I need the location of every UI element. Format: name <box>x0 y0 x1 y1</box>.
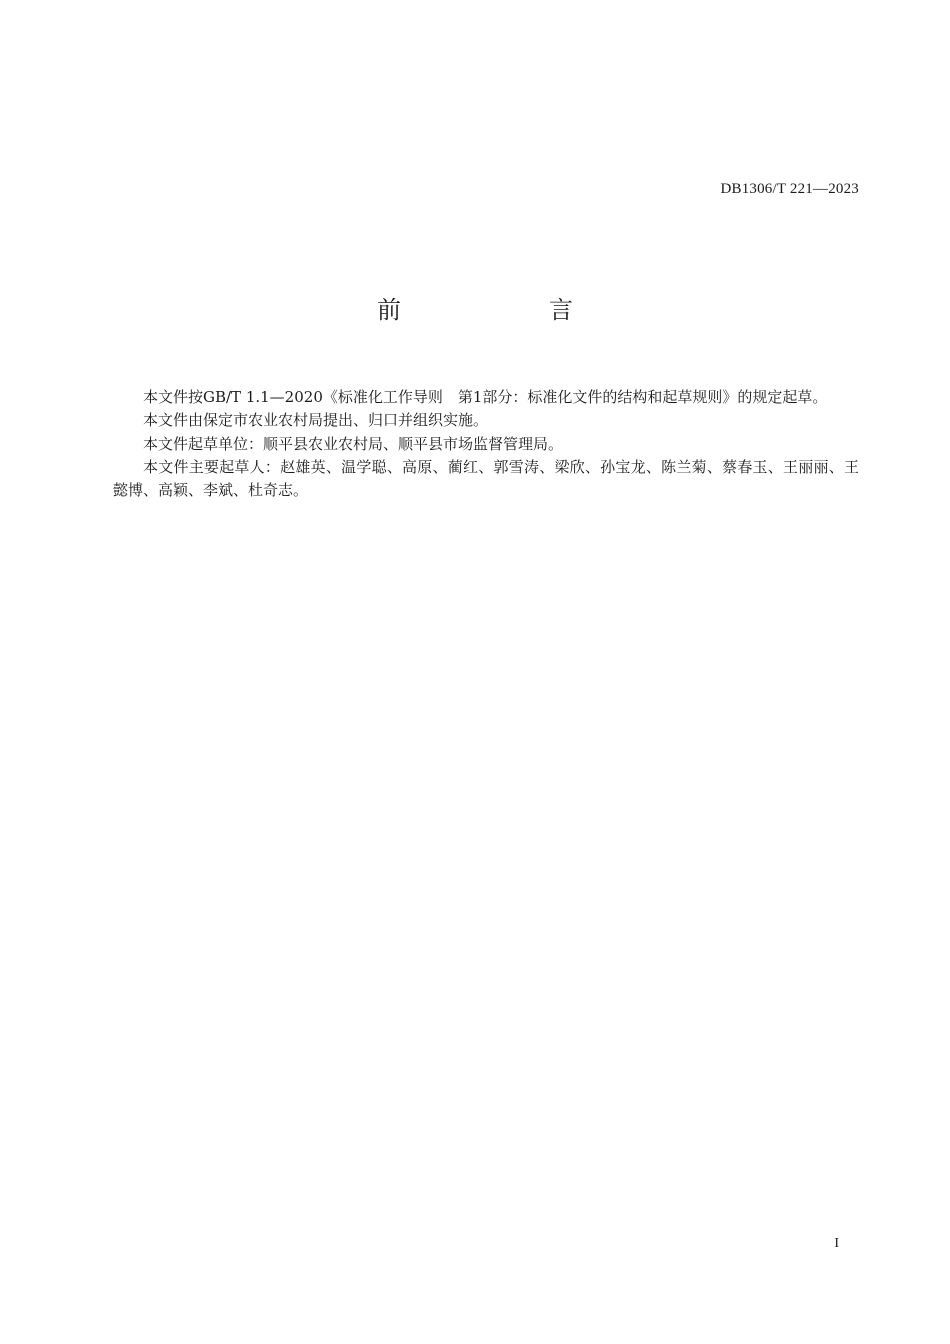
paragraph-drafting-units: 本文件起草单位：顺平县农业农村局、顺平县市场监督管理局。 <box>143 434 564 453</box>
paragraph-standard-basis: 本文件按GB/T 1.1—2020《标准化工作导则 第1部分：标准化文件的结构和起草规则》的规定起草。 <box>143 388 828 406</box>
document-code: DB1306/T 221—2023 <box>720 181 859 197</box>
page-number: I <box>834 1236 839 1251</box>
page-title: 前 言 <box>377 296 635 324</box>
foreword-body <box>113 386 859 502</box>
paragraph-drafters: 本文件主要起草人：赵雄英、温学聪、高原、蔺红、郭雪涛、梁欣、孙宝龙、陈兰菊、蔡春玉、王丽丽、王懿博、高颖、李斌、杜奇志。 <box>113 457 859 500</box>
paragraph-proposer: 本文件由保定市农业农村局提出、归口并组织实施。 <box>143 411 489 430</box>
